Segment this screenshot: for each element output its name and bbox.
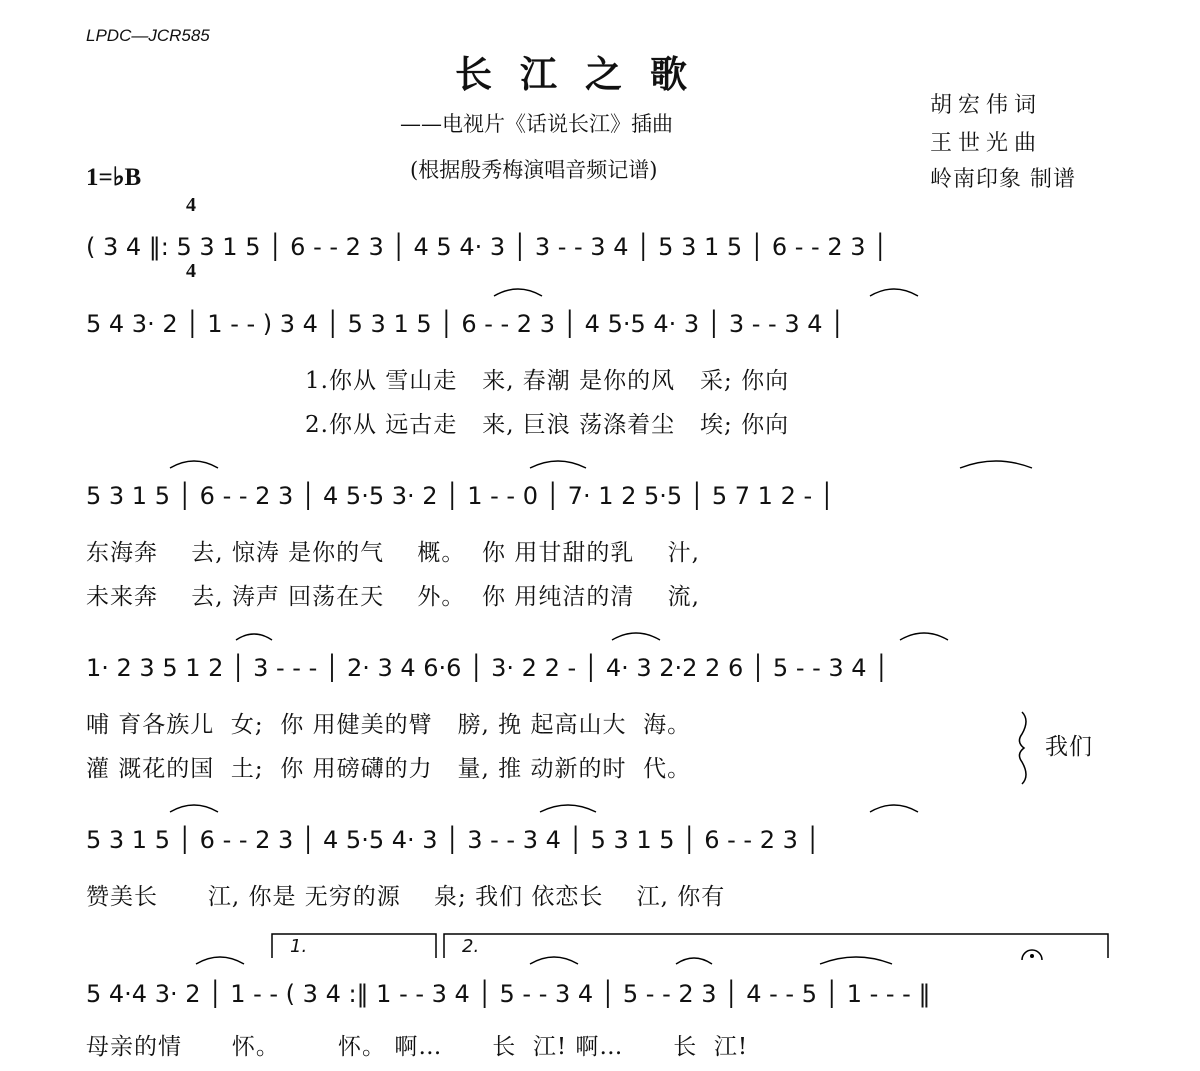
slur-mark	[530, 957, 578, 964]
score-line-5: 5 3 1 5 │ 6 - - 2 3 │ 4 5·5 4· 3 │ 3 - - 3 4 │ 5 3 1 5 │ 6 - - 2 3 │	[86, 826, 820, 854]
volta-2-bracket	[444, 934, 1108, 958]
volta-1-label: 1.	[290, 936, 308, 957]
volta-1-bracket	[272, 934, 436, 958]
verse-brace	[1019, 712, 1026, 784]
slur-mark	[820, 957, 892, 964]
slur-mark	[612, 633, 660, 640]
slur-mark	[900, 633, 948, 640]
song-title: 长江之歌	[455, 52, 715, 96]
score-line-6: 5 4·4 3· 2 │ 1 - - ( 3 4 :‖ 1 - - 3 4 │ 5 - - 3 4 │ 5 - - 2 3 │ 4 - - 5 │ 1 - - - ‖	[86, 980, 931, 1008]
slur-mark	[530, 461, 586, 468]
slur-mark	[170, 461, 218, 468]
lyric-line-3-verse-2: 未来奔 去, 涛声 回荡在天 外。 你 用纯洁的清 流,	[86, 584, 700, 610]
slur-mark	[960, 461, 1032, 468]
slur-mark	[870, 289, 918, 296]
lyric-line-4-verse-2: 灌 溉花的国 土; 你 用磅礴的力 量, 推 动新的时 代。	[86, 756, 692, 782]
composer: 王世光曲	[930, 131, 1043, 156]
slur-mark	[196, 957, 244, 964]
time-signature-top: 4	[186, 194, 196, 216]
slur-mark	[170, 805, 218, 812]
score-line-2: 5 4 3· 2 │ 1 - - ) 3 4 │ 5 3 1 5 │ 6 - - 2 3 │ 4 5·5 4· 3 │ 3 - - 3 4 │	[86, 310, 845, 338]
lyric-line-3-verse-1: 东海奔 去, 惊涛 是你的气 概。 你 用甘甜的乳 汁,	[86, 540, 700, 566]
lyric-line-2-verse-1: 1.你从 雪山走 来, 春潮 是你的风 采; 你向	[305, 368, 790, 394]
time-signature-bottom: 4	[186, 260, 196, 282]
lyric-line-2-verse-2: 2.你从 远古走 来, 巨浪 荡涤着尘 埃; 你向	[305, 412, 790, 438]
fermata-dot	[1030, 954, 1034, 958]
lyric-line-4-chorus: 我们	[1045, 734, 1093, 760]
lyric-line-4-verse-1: 哺 育各族儿 女; 你 用健美的臂 膀, 挽 起高山大 海。	[86, 712, 692, 738]
slur-mark	[494, 289, 542, 296]
song-subtitle: ——电视片《话说长江》插曲	[400, 112, 673, 136]
score-code: LPDC—JCR585	[86, 26, 210, 45]
score-line-3: 5 3 1 5 │ 6 - - 2 3 │ 4 5·5 3· 2 │ 1 - - 0 │ 7· 1 2 5·5 │ 5 7 1 2 - │	[86, 482, 835, 510]
score-line-4: 1· 2 3 5 1 2 │ 3 - - - │ 2· 3 4 6·6 │ 3· 2 2 - │ 4· 3 2·2 2 6 │ 5 - - 3 4 │	[86, 654, 889, 682]
lyricist: 胡宏伟词	[930, 93, 1043, 118]
key-signature: 1=♭B	[86, 164, 142, 191]
slur-mark	[676, 958, 712, 964]
slur-mark	[540, 805, 596, 812]
lyric-line-6: 母亲的情 怀。 怀。 啊… 长 江! 啊… 长 江!	[86, 1034, 749, 1060]
lyric-line-5: 赞美长 江, 你是 无穷的源 泉; 我们 依恋长 江, 你有	[86, 884, 726, 910]
slur-mark	[870, 805, 918, 812]
arranger: 岭南印象 制谱	[930, 167, 1076, 192]
score-line-1: ( 3 4 ‖: 5 3 1 5 │ 6 - - 2 3 │ 4 5 4· 3 │ 3 - - 3 4 │ 5 3 1 5 │ 6 - - 2 3 │	[86, 233, 888, 261]
slur-mark	[236, 634, 272, 640]
transcription-source: (根据殷秀梅演唱音频记谱)	[410, 158, 658, 182]
volta-2-label: 2.	[462, 936, 480, 957]
